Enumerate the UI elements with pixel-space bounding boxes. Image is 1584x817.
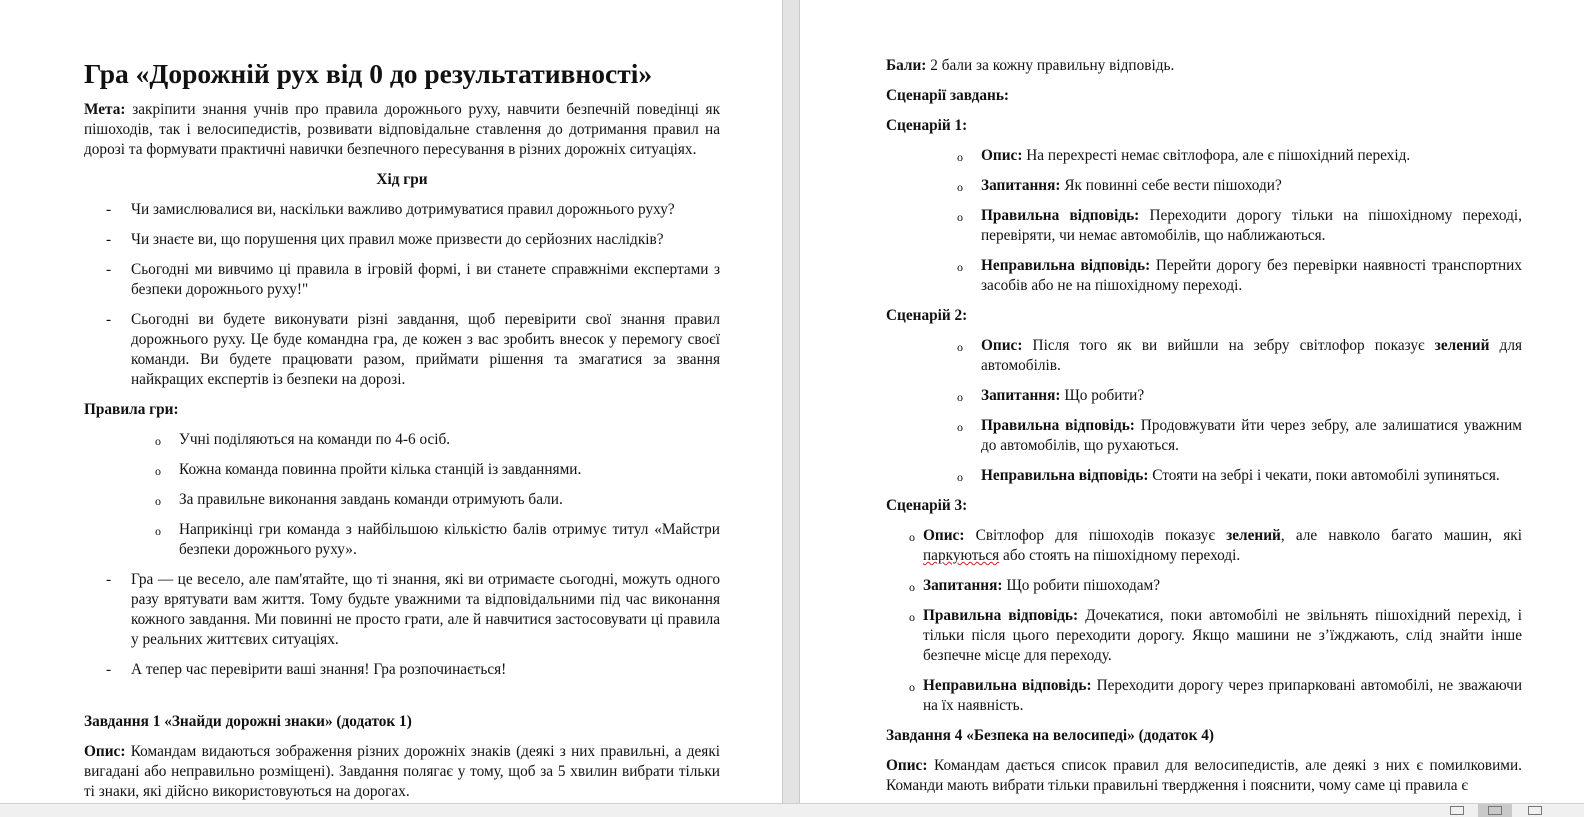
goal-text: закріпити знання учнів про правила дорожнього руху, навчити безпечній поведінці як пішоходів, так і велосипедистів, розвивати відповідальне ставлення до дотримання правил на дорозі та формувати практичні навички безпечного пересування в різних дорожніх ситуаціях. [84, 101, 720, 158]
task1-desc-label: Опис: [84, 743, 126, 760]
task4-heading: Завдання 4 «Безпека на велосипеді» (додаток 4) [886, 727, 1214, 744]
dash-bullet-icon: - [106, 261, 112, 278]
circle-bullet-icon: o [909, 580, 915, 594]
circle-bullet-icon: o [957, 150, 963, 164]
scenario2-list [886, 336, 1522, 486]
item-label: Правильна відповідь: [981, 417, 1135, 434]
scenario1-heading: Сценарій 1: [886, 117, 968, 134]
item-text: або стоять на пішохідному переході. [999, 547, 1241, 564]
circle-bullet-icon: o [957, 210, 963, 224]
list-item [84, 570, 720, 650]
list-item-text: Сьогодні ми вивчимо ці правила в ігровій формі, і ви станете справжніми експертами з безпеки дорожнього руху!" [131, 261, 720, 298]
scenario-item [886, 676, 1522, 716]
scenario1-list [886, 146, 1522, 296]
document-page-left [0, 0, 782, 803]
circle-bullet-icon: o [957, 470, 963, 484]
item-text: На перехресті немає світлофора, але є пішохідний перехід. [1022, 147, 1411, 164]
scenario-item [886, 526, 1522, 566]
scenario-item [886, 256, 1522, 296]
rule-text: За правильне виконання завдань команди отримують бали. [179, 491, 563, 508]
list-item-text: Чи знаєте ви, що порушення цих правил може призвести до серйозних наслідків? [131, 231, 664, 248]
points-label: Бали: [886, 57, 927, 74]
document-page-right [800, 0, 1584, 803]
list-item-text: Сьогодні ви будете виконувати різні завдання, щоб перевірити свої знання правил дорожнього руху. Це буде командна гра, де кожен з вас зробить внесок у перемогу своєї команди. Ви будете працювати разом, приймати рішення та змагатися за звання найкращих експертів із безпеки на дорозі. [131, 311, 720, 388]
circle-bullet-icon: o [957, 180, 963, 194]
dash-bullet-icon: - [106, 311, 112, 328]
item-text: Світлофор для пішоходів показує [964, 527, 1227, 544]
dash-bullet-icon: - [106, 201, 112, 218]
scenario-item [886, 416, 1522, 456]
item-text: Після того як ви вийшли на зебру світлофор показує [1022, 337, 1435, 354]
task1-heading: Завдання 1 «Знайди дорожні знаки» (додаток 1) [84, 713, 412, 730]
item-label: Опис: [981, 147, 1023, 164]
circle-bullet-icon: o [909, 610, 915, 624]
item-label: Неправильна відповідь: [981, 257, 1151, 274]
circle-bullet-icon: o [957, 340, 963, 354]
item-text: , але навколо багато машин, які [1280, 527, 1522, 544]
page-left-content [84, 56, 720, 803]
item-label: Запитання: [981, 387, 1061, 404]
item-text: Стояти на зебрі і чекати, поки автомобілі зупиняться. [1148, 467, 1500, 484]
page-separator [782, 0, 800, 803]
scenario3-heading: Сценарій 3: [886, 497, 968, 514]
circle-bullet-icon: o [909, 680, 915, 694]
task1-desc-text: Командам видаються зображення різних дорожніх знаків (деякі з них правильні, а деякі вигадані або неправильно розміщені). Завдання полягає у тому, щоб за 5 хвилин вибрати тільки ті знаки, які дійсно використовуються на дорогах. [84, 743, 720, 800]
item-text: Що робити? [1060, 387, 1145, 404]
intro-list [84, 200, 720, 390]
circle-bullet-icon: o [155, 524, 161, 538]
scenario-item [886, 576, 1522, 596]
spacer [84, 690, 720, 712]
rule-text: Наприкінці гри команда з найбільшою кількістю балів отримує титул «Майстри безпеки дорожнього руху». [179, 521, 720, 558]
list-item-text: А тепер час перевірити ваші знання! Гра розпочинається! [131, 661, 507, 678]
item-label: Запитання: [981, 177, 1061, 194]
scenario-item [886, 606, 1522, 666]
circle-bullet-icon: o [957, 260, 963, 274]
points-text: 2 бали за кожну правильну відповідь. [926, 57, 1175, 74]
rule-item [84, 520, 720, 560]
spellcheck-flagged-word[interactable]: паркуються [923, 547, 1000, 564]
item-emphasis: зелений [1226, 527, 1281, 544]
circle-bullet-icon: o [155, 434, 161, 448]
scenario-item [886, 176, 1522, 196]
item-label: Опис: [981, 337, 1023, 354]
item-text: Перейти дорогу без перевірки наявності транспортних засобів або не на пішохідному переході. [981, 257, 1522, 294]
list-item [84, 200, 720, 220]
circle-bullet-icon: o [155, 494, 161, 508]
rules-list [84, 430, 720, 560]
document-title: Гра «Дорожній рух від 0 до результативності» [84, 58, 653, 89]
list-item [84, 660, 720, 680]
item-label: Правильна відповідь: [923, 607, 1079, 624]
item-label: Запитання: [923, 577, 1003, 594]
print-layout-icon [1488, 806, 1502, 815]
task4-desc-text: Командам дається список правил для велосипедистів, але деякі з них є помилковими. Команди мають вибрати тільки правильні твердження і пояснити, чому саме ці правила є [886, 757, 1522, 794]
list-item-text: Гра — це весело, але пам'ятайте, що ті знання, які ви отримаєте сьогодні, можуть одного разу врятувати вам життя. Тому будьте уважними та відповідальними під час виконання кожного завдання. Ми повинні не просто грати, але й навчитися застосовувати ці правила у реальних життєвих ситуаціях. [131, 571, 720, 648]
scenario-item [886, 206, 1522, 246]
circle-bullet-icon: o [957, 390, 963, 404]
print-layout-button[interactable] [1478, 804, 1512, 817]
list-item [84, 230, 720, 250]
item-text: Дочекатися, поки автомобілі не звільнять пішохідний перехід, і тільки після цього переходити дорогу. Якщо машини не з’їжджають, слід знайти інше безпечне місце для переходу. [923, 607, 1522, 664]
dash-bullet-icon: - [106, 231, 112, 248]
task4-description [886, 756, 1522, 796]
dash-bullet-icon: - [106, 571, 112, 588]
read-mode-icon[interactable] [1450, 806, 1464, 815]
circle-bullet-icon: o [155, 464, 161, 478]
scenario-item [886, 146, 1522, 166]
closing-list [84, 570, 720, 680]
goal-label: Мета: [84, 101, 126, 118]
status-bar [0, 803, 1584, 817]
scenario3-list [886, 526, 1522, 716]
item-text: Як повинні себе вести пішоходи? [1060, 177, 1282, 194]
circle-bullet-icon: o [957, 420, 963, 434]
list-item [84, 310, 720, 390]
item-label: Опис: [923, 527, 965, 544]
goal-paragraph [84, 100, 720, 160]
scenario-item [886, 336, 1522, 376]
list-item-text: Чи замислювалися ви, наскільки важливо дотримуватися правил дорожнього руху? [131, 201, 675, 218]
item-text: Переходити дорогу через припарковані автомобілі, не зважаючи на їх наявність. [923, 677, 1523, 714]
rule-text: Кожна команда повинна пройти кілька станцій із завданнями. [179, 461, 582, 478]
item-label: Неправильна відповідь: [923, 677, 1092, 694]
item-text: для автомобілів. [981, 337, 1522, 374]
scenarios-heading: Сценарії завдань: [886, 87, 1010, 104]
points-paragraph [886, 56, 1522, 76]
item-label: Неправильна відповідь: [981, 467, 1149, 484]
section-heading: Хід гри [376, 171, 428, 188]
list-item [84, 260, 720, 300]
rule-item [84, 460, 720, 480]
rule-item [84, 490, 720, 510]
circle-bullet-icon: o [909, 530, 915, 544]
rule-item [84, 430, 720, 450]
dash-bullet-icon: - [106, 661, 112, 678]
item-text: Що робити пішоходам? [1002, 577, 1160, 594]
item-label: Правильна відповідь: [981, 207, 1140, 224]
scenario2-heading: Сценарій 2: [886, 307, 968, 324]
rules-heading: Правила гри: [84, 401, 179, 418]
scenario-item [886, 466, 1522, 486]
scenario-item [886, 386, 1522, 406]
web-layout-icon[interactable] [1528, 806, 1542, 815]
item-text: Переходити дорогу тільки на пішохідному переході, перевіряти, чи немає автомобілів, що наближаються. [981, 207, 1522, 244]
page-right-content [886, 56, 1522, 803]
item-text: Продовжувати йти через зебру, але залишатися уважним до автомобілів, що рухаються. [981, 417, 1522, 454]
rule-text: Учні поділяються на команди по 4-6 осіб. [179, 431, 451, 448]
item-emphasis: зелений [1434, 337, 1490, 354]
task1-description [84, 742, 720, 802]
task4-desc-label: Опис: [886, 757, 928, 774]
